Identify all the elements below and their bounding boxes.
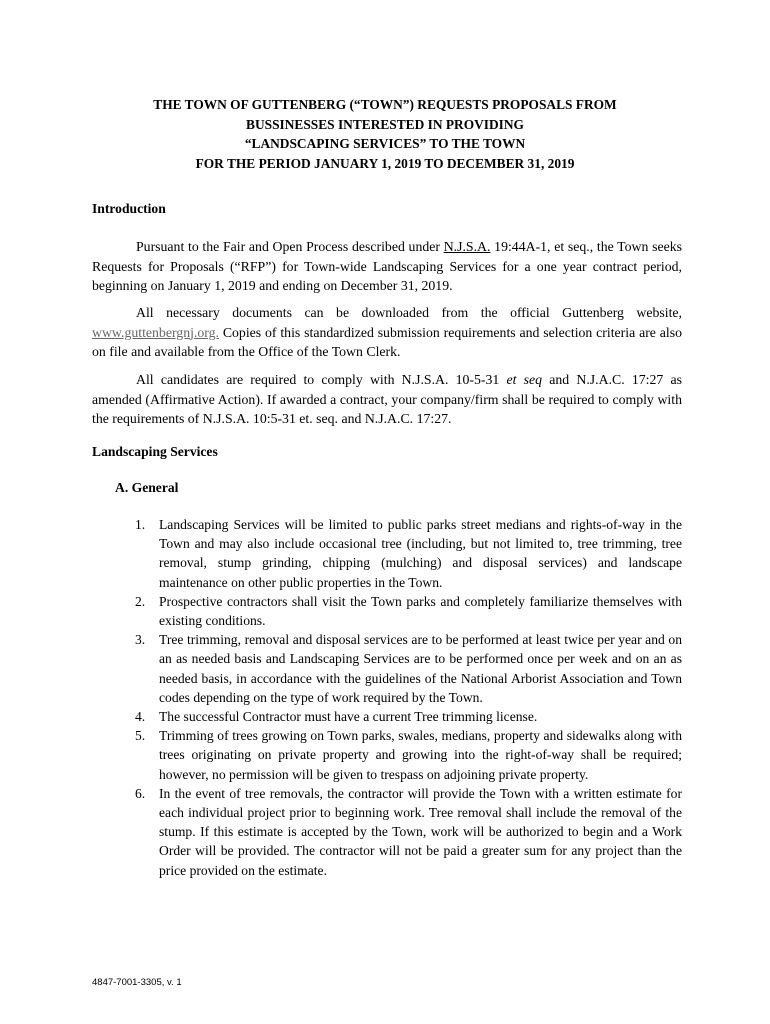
title-line: THE TOWN OF GUTTENBERG (“TOWN”) REQUESTS PROPOSALS FROM: [153, 97, 617, 112]
list-item: 2. Prospective contractors shall visit the Town parks and completely familiarize themselves with existing conditions.: [135, 593, 682, 629]
intro-paragraph-2: All necessary documents can be downloaded from the official Guttenberg website, www.guttenbergnj.org. Copies of this standardized submission requirements and selection criteria are also on file and available from the Office of the Town Clerk.: [92, 305, 682, 359]
requirements-list: [135, 515, 682, 880]
list-item: 3. Tree trimming, removal and disposal services are to be performed at least twice per year and on an as needed basis and Landscaping Services are to be performed once per week and on an as needed basis, in accordance with the guidelines of the National Arborist Association and Town codes depending on the type of work required by the Town.: [135, 632, 682, 705]
list-item: 1. Landscaping Services will be limited to public parks street medians and rights-of-way in the Town and may also include occasional tree (including, but not limited to, tree trimming, tree removal, stump grinding, chipping (mulching) and disposal services) and landscape maintenance on other public properties in the Town.: [135, 517, 682, 590]
list-item: 6. In the event of tree removals, the contractor will provide the Town with a written estimate for each individual project prior to beginning work. Tree removal shall include the removal of the stump. If this estimate is accepted by the Town, work will be authorized to begin and a Work Order will be provided. The contractor will not be paid a greater sum for any project than the price provided on the estimate.: [135, 785, 682, 878]
document-id-footer: 4847-7001-3305, v. 1: [92, 977, 182, 988]
introduction-heading: Introduction: [92, 201, 166, 216]
intro-paragraph-3: All candidates are required to comply with N.J.S.A. 10-5-31 et seq and N.J.A.C. 17:27 as amended (Affirmative Action). If awarded a contract, your company/firm shall be required to comply with the requirements of N.J.S.A. 10:5-31 et. seq. and N.J.A.C. 17:27.: [92, 372, 682, 426]
title-line: FOR THE PERIOD JANUARY 1, 2019 TO DECEMBER 31, 2019: [195, 155, 575, 171]
njsa-reference: N.J.S.A.: [443, 239, 491, 254]
website-link[interactable]: www.guttenbergnj.org.: [92, 324, 219, 340]
title-line: BUSSINESSES INTERESTED IN PROVIDING: [246, 116, 524, 132]
section-a-heading: A. General: [115, 480, 179, 495]
document-title: [60, 95, 710, 173]
title-line: “LANDSCAPING SERVICES” TO THE TOWN: [244, 136, 526, 151]
list-item: 5. Trimming of trees growing on Town parks, swales, medians, property and sidewalks along with trees originating on private property and growing into the right-of-way shall be required; however, no permission will be given to trespass on adjoining private property.: [135, 728, 682, 782]
landscaping-services-heading: Landscaping Services: [92, 444, 218, 459]
list-item: 4. The successful Contractor must have a current Tree trimming license.: [135, 709, 538, 725]
intro-paragraph-1: Pursuant to the Fair and Open Process described under N.J.S.A. 19:44A-1, et seq., the Town seeks Requests for Proposals (“RFP”) for Town-wide Landscaping Services for a one year contract period, beginning on January 1, 2019 and ending on December 31, 2019.: [92, 239, 682, 293]
